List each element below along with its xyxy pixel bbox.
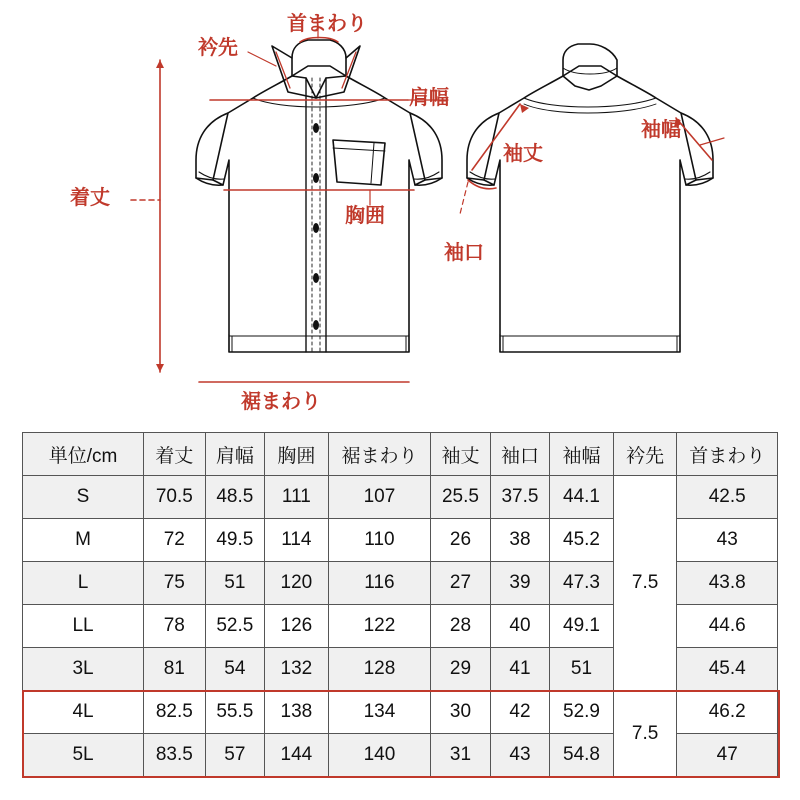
cell-shoulder-width: 55.5 [205, 691, 264, 734]
measure-body-length-arrow-top [156, 60, 164, 68]
front-pocket-top [333, 148, 385, 151]
cell-body-length: 72 [144, 519, 206, 562]
cell-chest: 138 [265, 691, 329, 734]
cell-body-length: 70.5 [144, 476, 206, 519]
cell-body-length: 75 [144, 562, 206, 605]
col-header-shoulder-width: 肩幅 [205, 433, 264, 476]
col-header-body-length: 着丈 [144, 433, 206, 476]
callout-neck-circumference: 首まわり [287, 13, 367, 35]
cell-sleeve-opening: 42 [490, 691, 549, 734]
cell-sleeve-opening: 40 [490, 605, 549, 648]
cell-hem: 128 [328, 648, 431, 691]
cell-shoulder-width: 51 [205, 562, 264, 605]
row-size-label: L [23, 562, 144, 605]
cell-hem: 110 [328, 519, 431, 562]
col-header-sleeve-opening: 袖口 [490, 433, 549, 476]
size-table-container [22, 432, 778, 777]
cell-chest: 111 [265, 476, 329, 519]
table-row [23, 691, 778, 734]
cell-shoulder-width: 52.5 [205, 605, 264, 648]
cell-sleeve-length: 27 [431, 562, 490, 605]
callout-sleeve-length: 袖丈 [503, 143, 543, 165]
callout-collar-point: 衿先 [198, 37, 238, 59]
cell-body-length: 83.5 [144, 734, 206, 777]
cell-hem: 122 [328, 605, 431, 648]
front-buttons [313, 123, 319, 330]
cell-collar-point-span-2: 7.5 [613, 691, 677, 777]
cell-hem: 134 [328, 691, 431, 734]
row-size-label: 4L [23, 691, 144, 734]
front-placket-stitch [312, 78, 320, 352]
cell-neck: 42.5 [677, 476, 778, 519]
back-hem-vent-inner [503, 336, 677, 352]
front-pocket [333, 140, 385, 185]
cell-body-length: 82.5 [144, 691, 206, 734]
col-header-neck: 首まわり [677, 433, 778, 476]
front-right-sleeve [410, 113, 442, 180]
row-size-label: M [23, 519, 144, 562]
cell-sleeve-length: 25.5 [431, 476, 490, 519]
measure-sleeve-width [676, 118, 712, 160]
cell-sleeve-opening: 37.5 [490, 476, 549, 519]
row-size-label: 5L [23, 734, 144, 777]
cell-sleeve-opening: 39 [490, 562, 549, 605]
callout-chest: 胸囲 [345, 205, 385, 227]
col-header-unit: 単位/cm [23, 433, 144, 476]
cell-sleeve-width: 54.8 [550, 734, 614, 777]
cell-chest: 114 [265, 519, 329, 562]
cell-sleeve-length: 30 [431, 691, 490, 734]
table-header-row [23, 433, 778, 476]
row-size-label: 3L [23, 648, 144, 691]
cell-neck: 44.6 [677, 605, 778, 648]
front-left-sleeve [196, 113, 228, 180]
cell-sleeve-length: 29 [431, 648, 490, 691]
cell-sleeve-opening: 43 [490, 734, 549, 777]
cell-sleeve-width: 47.3 [550, 562, 614, 605]
col-header-sleeve-length: 袖丈 [431, 433, 490, 476]
cell-body-length: 78 [144, 605, 206, 648]
cell-shoulder-width: 49.5 [205, 519, 264, 562]
cell-sleeve-length: 26 [431, 519, 490, 562]
front-hem-vent-inner [232, 336, 406, 352]
cell-chest: 132 [265, 648, 329, 691]
col-header-hem: 裾まわり [328, 433, 431, 476]
measure-sleeve-opening-leader [460, 182, 468, 214]
callout-sleeve-opening: 袖口 [444, 242, 484, 264]
back-yoke [524, 98, 656, 107]
cell-chest: 144 [265, 734, 329, 777]
cell-sleeve-width: 51 [550, 648, 614, 691]
table-row [23, 476, 778, 519]
back-yoke-stitch [524, 104, 656, 113]
cell-body-length: 81 [144, 648, 206, 691]
cell-sleeve-width: 45.2 [550, 519, 614, 562]
row-size-label: LL [23, 605, 144, 648]
measure-collar-point-leader [248, 52, 276, 66]
cell-chest: 126 [265, 605, 329, 648]
cell-sleeve-width: 52.9 [550, 691, 614, 734]
cell-chest: 120 [265, 562, 329, 605]
cell-neck: 43 [677, 519, 778, 562]
row-size-label: S [23, 476, 144, 519]
cell-sleeve-width: 44.1 [550, 476, 614, 519]
cell-sleeve-opening: 41 [490, 648, 549, 691]
callout-shoulder-width: 肩幅 [409, 87, 449, 109]
col-header-chest: 胸囲 [265, 433, 329, 476]
cell-hem: 140 [328, 734, 431, 777]
front-pocket-seam [371, 143, 374, 183]
cell-shoulder-width: 57 [205, 734, 264, 777]
measure-body-length-arrow-bottom [156, 364, 164, 372]
cell-sleeve-width: 49.1 [550, 605, 614, 648]
cell-neck: 47 [677, 734, 778, 777]
col-header-collar-point: 衿先 [613, 433, 677, 476]
back-hem-vents [500, 334, 680, 352]
cell-hem: 116 [328, 562, 431, 605]
measure-sleeve-width-leader [700, 138, 724, 145]
front-collar [292, 40, 346, 98]
front-collar-point-line [276, 52, 290, 88]
front-hem-vents [229, 334, 409, 352]
col-header-sleeve-width: 袖幅 [550, 433, 614, 476]
back-right-sleeve [681, 113, 713, 180]
cell-neck: 45.4 [677, 648, 778, 691]
callout-body-length: 着丈 [70, 187, 110, 209]
cell-sleeve-length: 31 [431, 734, 490, 777]
cell-shoulder-width: 48.5 [205, 476, 264, 519]
cell-collar-point-span-1: 7.5 [613, 476, 677, 691]
measure-lines [131, 26, 724, 382]
cell-shoulder-width: 54 [205, 648, 264, 691]
cell-sleeve-opening: 38 [490, 519, 549, 562]
size-table [22, 432, 778, 777]
callout-sleeve-width: 袖幅 [641, 119, 681, 141]
cell-sleeve-length: 28 [431, 605, 490, 648]
front-collar-point-line-right [342, 52, 356, 88]
front-placket [306, 78, 326, 352]
callout-hem-circumference: 裾まわり [241, 391, 321, 413]
back-collar [563, 44, 617, 90]
front-body-outline [213, 66, 425, 352]
cell-hem: 107 [328, 476, 431, 519]
cell-neck: 46.2 [677, 691, 778, 734]
cell-neck: 43.8 [677, 562, 778, 605]
